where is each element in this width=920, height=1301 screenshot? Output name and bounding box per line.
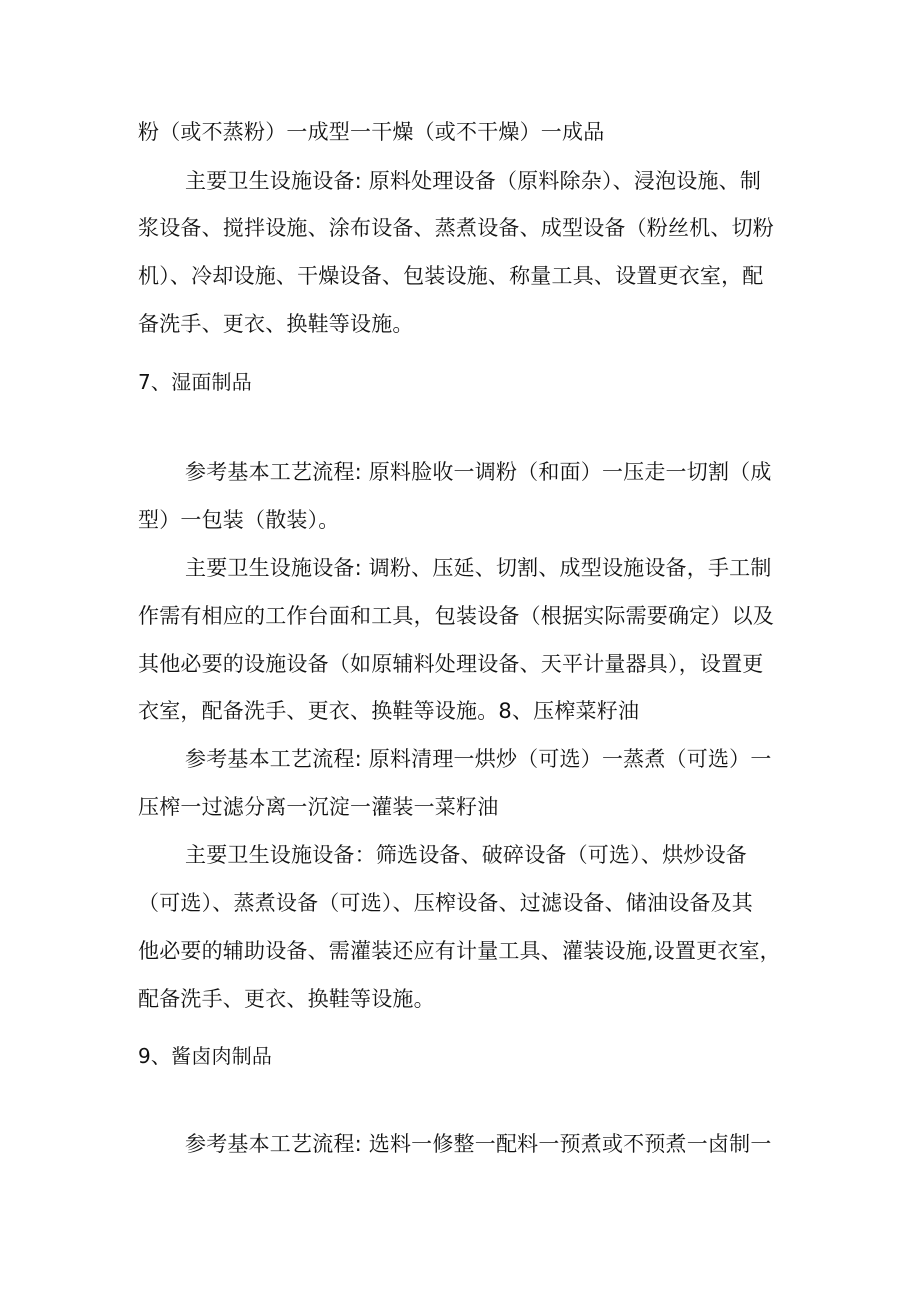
section-heading: 9、酱卤肉制品 bbox=[138, 1044, 273, 1068]
paragraph-line: 压榨一过滤分离一沉淀一灌装一菜籽油 bbox=[138, 795, 499, 819]
section-heading: 7、湿面制品 bbox=[138, 370, 252, 394]
paragraph-line: 作需有相应的工作台面和工具，包装设备（根据实际需要确定）以及 bbox=[138, 604, 774, 628]
paragraph-line: 参考基本工艺流程: 原料脸收一调粉（和面）一压走一切割（成 bbox=[185, 460, 772, 484]
paragraph-line: 参考基本工艺流程: 选料一修整一配料一预煮或不预煮一卤制一 bbox=[185, 1132, 772, 1156]
paragraph-line: 主要卫生设施设备：筛选设备、破碎设备（可选）、烘炒设备 bbox=[185, 843, 747, 867]
paragraph-line: 机）、冷却设施、干燥设备、包装设施、称量工具、设置更衣室，配 bbox=[138, 264, 764, 288]
paragraph-line: 配备洗手、更衣、换鞋等设施。 bbox=[138, 987, 435, 1011]
paragraph-line: 主要卫生设施设备: 调粉、压延、切割、成型设施设备，手工制 bbox=[185, 556, 772, 580]
paragraph-line: 其他必要的设施设备（如原辅料处理设备、天平计量器具），设置更 bbox=[138, 652, 764, 676]
paragraph-line: 型）一包装（散装）。 bbox=[138, 508, 340, 532]
paragraph-line: 参考基本工艺流程: 原料清理一烘炒（可选）一蒸煮（可选）一 bbox=[185, 747, 772, 771]
paragraph-line: 他必要的辅助设备、需灌装还应有计量工具、灌装设施,设置更衣室， bbox=[138, 939, 781, 963]
paragraph-line: 粉（或不蒸粉）一成型一干燥（或不干燥）一成品 bbox=[138, 120, 605, 144]
paragraph-line: 主要卫生设施设备: 原料处理设备（原料除杂）、浸泡设施、制 bbox=[185, 169, 762, 193]
paragraph-line: 备洗手、更衣、换鞋等设施。 bbox=[138, 312, 414, 336]
paragraph-line: 浆设备、搅拌设施、涂布设备、蒸煮设备、成型设备（粉丝机、切粉 bbox=[138, 216, 774, 240]
paragraph-line: 衣室，配备洗手、更衣、换鞋等设施。8、压榨菜籽油 bbox=[138, 699, 640, 723]
paragraph-line: （可选）、蒸煮设备（可选）、压榨设备、过滤设备、储油设备及其 bbox=[138, 891, 753, 915]
